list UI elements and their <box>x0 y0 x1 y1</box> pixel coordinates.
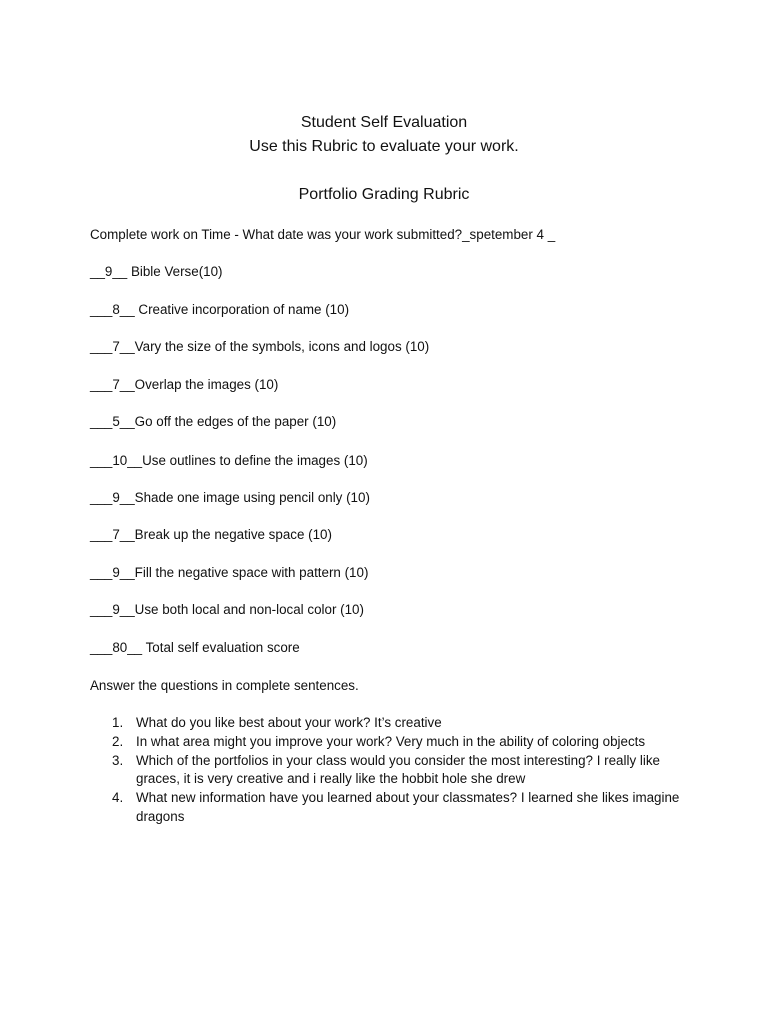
rubric-item-edges: ___5__Go off the edges of the paper (10) <box>90 414 337 429</box>
question-text: What new information have you learned about your classmates? I learned she likes imagine dragons <box>136 790 680 824</box>
question-text: What do you like best about your work? It’s creative <box>136 715 442 730</box>
question-item <box>90 789 690 827</box>
question-item <box>90 733 690 752</box>
question-text: In what area might you improve your work? Very much in the ability of coloring objects <box>136 733 646 749</box>
questions-list <box>90 714 690 827</box>
question-number: 3. <box>112 752 124 768</box>
question-text: Which of the portfolios in your class would you consider the most interesting? I really like graces, it is very creative and i really like the hobbit hole she drew <box>136 752 660 787</box>
question-number: 4. <box>112 790 124 806</box>
question-item <box>90 714 690 733</box>
submission-date-line: Complete work on Time - What date was your work submitted?_spetember 4 _ <box>90 227 556 242</box>
rubric-item-bible-verse: __9__ Bible Verse(10) <box>90 264 223 279</box>
question-item <box>90 752 690 790</box>
questions-instructions: Answer the questions in complete sentences. <box>90 678 359 693</box>
rubric-item-negative-space: ___7__Break up the negative space (10) <box>90 527 332 542</box>
rubric-item-color: ___9__Use both local and non-local color (10) <box>90 602 364 617</box>
rubric-title: Portfolio Grading Rubric <box>298 186 470 203</box>
question-number: 2. <box>112 733 124 749</box>
page-title: Student Self Evaluation <box>300 114 468 131</box>
page-subtitle: Use this Rubric to evaluate your work. <box>249 138 519 155</box>
rubric-item-name: ___8__ Creative incorporation of name (10) <box>90 302 350 317</box>
rubric-item-size: ___7__Vary the size of the symbols, icons and logos (10) <box>90 339 430 354</box>
rubric-item-pattern: ___9__Fill the negative space with pattern (10) <box>90 565 369 580</box>
rubric-item-overlap: ___7__Overlap the images (10) <box>90 377 279 392</box>
question-number: 1. <box>112 715 124 730</box>
rubric-item-outlines: ___10__Use outlines to define the images (10) <box>90 453 368 468</box>
rubric-total-score: ___80__ Total self evaluation score <box>90 640 300 655</box>
rubric-item-shade: ___9__Shade one image using pencil only (10) <box>90 490 370 505</box>
